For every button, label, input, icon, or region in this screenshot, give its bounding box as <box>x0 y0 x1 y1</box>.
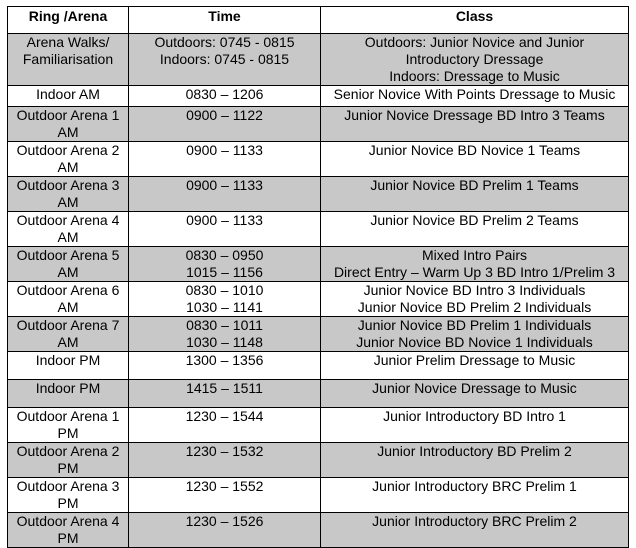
class-cell <box>321 352 629 380</box>
class-line: Junior Novice BD Prelim 2 Teams <box>370 212 579 228</box>
time-line: 1300 – 1356 <box>185 352 264 368</box>
time-line: 0900 – 1133 <box>186 212 263 228</box>
ring-line: PM <box>57 460 79 476</box>
header-time: Time <box>129 7 321 34</box>
ring-line: AM <box>57 299 79 315</box>
ring-cell <box>8 352 129 380</box>
time-line: 1015 – 1156 <box>186 264 263 280</box>
time-line: 0830 – 1011 <box>186 317 263 333</box>
class-cell <box>321 478 629 513</box>
time-cell <box>129 86 321 107</box>
time-line: 1415 – 1511 <box>186 380 263 396</box>
schedule-body <box>8 34 629 548</box>
time-line: 0830 – 1206 <box>185 86 264 102</box>
ring-cell <box>8 247 129 282</box>
ring-cell <box>8 443 129 478</box>
class-line: Introductory Dressage <box>405 51 544 67</box>
class-cell <box>321 513 629 548</box>
class-line: Junior Introductory BRC Prelim 2 <box>372 513 577 529</box>
time-cell <box>129 478 321 513</box>
time-line: 1230 – 1532 <box>185 443 264 459</box>
table-row <box>8 478 629 513</box>
time-line: 1230 – 1544 <box>185 408 264 424</box>
table-row <box>8 247 629 282</box>
ring-cell <box>8 177 129 212</box>
ring-cell <box>8 317 129 352</box>
time-cell <box>129 352 321 380</box>
time-cell <box>129 408 321 443</box>
class-line: Junior Introductory BD Intro 1 <box>383 408 566 424</box>
class-line: Junior Novice BD Intro 3 Individuals <box>363 282 586 298</box>
ring-line: PM <box>57 495 79 511</box>
table-row <box>8 107 629 142</box>
header-class: Class <box>321 7 629 34</box>
time-cell <box>129 443 321 478</box>
ring-line: PM <box>57 530 79 546</box>
class-line: Junior Novice BD Prelim 1 Individuals <box>357 317 592 333</box>
ring-line: Indoor PM <box>35 380 101 396</box>
time-line: 0900 – 1122 <box>186 107 263 123</box>
ring-line: PM <box>57 425 79 441</box>
table-row <box>8 513 629 548</box>
ring-cell <box>8 107 129 142</box>
table-row <box>8 352 629 380</box>
class-line: Junior Introductory BD Prelim 2 <box>377 443 572 459</box>
class-cell <box>321 380 629 408</box>
time-cell <box>129 317 321 352</box>
class-cell <box>321 142 629 177</box>
class-line: Senior Novice With Points Dressage to Music <box>333 86 616 102</box>
class-line: Direct Entry – Warm Up 3 BD Intro 1/Prelim 3 <box>333 264 616 280</box>
table-row <box>8 282 629 317</box>
time-cell <box>129 247 321 282</box>
ring-cell <box>8 34 129 86</box>
table-row <box>8 142 629 177</box>
time-line: Indoors: 0745 - 0815 <box>159 51 290 67</box>
class-line: Outdoors: Junior Novice and Junior <box>364 34 585 50</box>
class-cell <box>321 86 629 107</box>
header-ring: Ring /Arena <box>8 7 129 34</box>
ring-line: Outdoor Arena 3 <box>16 478 120 494</box>
class-line: Junior Novice Dressage to Music <box>372 380 577 396</box>
time-line: 0900 – 1133 <box>186 142 263 158</box>
class-cell <box>321 317 629 352</box>
class-cell <box>321 107 629 142</box>
time-cell <box>129 177 321 212</box>
time-cell <box>129 34 321 86</box>
time-cell <box>129 513 321 548</box>
ring-line: AM <box>57 124 79 140</box>
ring-line: Outdoor Arena 2 <box>16 142 120 158</box>
time-line: 0830 – 1010 <box>185 282 264 298</box>
class-line: Junior Novice BD Novice 1 Individuals <box>356 334 593 350</box>
class-line: Junior Novice BD Prelim 2 Individuals <box>357 299 592 315</box>
class-cell <box>321 177 629 212</box>
class-cell <box>321 34 629 86</box>
ring-line: Outdoor Arena 1 <box>16 408 120 424</box>
schedule-table <box>7 6 629 548</box>
time-line: 1030 – 1148 <box>186 334 263 350</box>
header-row <box>8 7 629 34</box>
ring-cell <box>8 212 129 247</box>
ring-cell <box>8 86 129 107</box>
ring-cell <box>8 513 129 548</box>
table-row <box>8 86 629 107</box>
ring-cell <box>8 282 129 317</box>
table-row <box>8 177 629 212</box>
ring-line: Indoor PM <box>35 352 101 368</box>
time-line: 1030 – 1141 <box>186 299 263 315</box>
time-line: 1230 – 1526 <box>185 513 264 529</box>
time-line: 0830 – 0950 <box>185 247 264 263</box>
ring-cell <box>8 478 129 513</box>
time-cell <box>129 282 321 317</box>
ring-cell <box>8 408 129 443</box>
ring-cell <box>8 142 129 177</box>
table-row <box>8 212 629 247</box>
class-line: Junior Prelim Dressage to Music <box>373 352 576 368</box>
ring-line: Outdoor Arena 7 <box>16 317 120 333</box>
ring-line: AM <box>57 194 79 210</box>
class-line: Mixed Intro Pairs <box>421 247 528 263</box>
class-cell <box>321 282 629 317</box>
class-cell <box>321 443 629 478</box>
ring-line: Familiarisation <box>22 51 114 67</box>
ring-line: Outdoor Arena 5 <box>16 247 120 263</box>
time-line: Outdoors: 0745 - 0815 <box>154 34 295 50</box>
class-cell <box>321 247 629 282</box>
ring-line: Outdoor Arena 4 <box>16 513 120 529</box>
class-line: Junior Introductory BRC Prelim 1 <box>372 478 577 494</box>
class-line: Indoors: Dressage to Music <box>389 68 560 84</box>
ring-line: Outdoor Arena 4 <box>16 212 120 228</box>
table-row <box>8 380 629 408</box>
time-line: 1230 – 1552 <box>185 478 264 494</box>
ring-line: Indoor AM <box>36 86 100 102</box>
class-line: Junior Novice BD Novice 1 Teams <box>368 142 581 158</box>
time-line: 0900 – 1133 <box>186 177 263 193</box>
table-row <box>8 408 629 443</box>
table-row <box>8 443 629 478</box>
time-cell <box>129 107 321 142</box>
time-cell <box>129 380 321 408</box>
class-line: Junior Novice Dressage BD Intro 3 Teams <box>344 107 605 123</box>
class-cell <box>321 212 629 247</box>
class-cell <box>321 408 629 443</box>
ring-line: AM <box>57 159 79 175</box>
ring-line: Arena Walks/ <box>26 34 110 50</box>
time-cell <box>129 142 321 177</box>
ring-line: Outdoor Arena 3 <box>16 177 120 193</box>
time-cell <box>129 212 321 247</box>
table-row <box>8 34 629 86</box>
ring-line: AM <box>57 264 79 280</box>
ring-cell <box>8 380 129 408</box>
ring-line: AM <box>57 229 79 245</box>
ring-line: Outdoor Arena 1 <box>16 107 120 123</box>
ring-line: Outdoor Arena 2 <box>16 443 120 459</box>
ring-line: AM <box>57 334 79 350</box>
ring-line: Outdoor Arena 6 <box>16 282 120 298</box>
table-row <box>8 317 629 352</box>
class-line: Junior Novice BD Prelim 1 Teams <box>370 177 579 193</box>
